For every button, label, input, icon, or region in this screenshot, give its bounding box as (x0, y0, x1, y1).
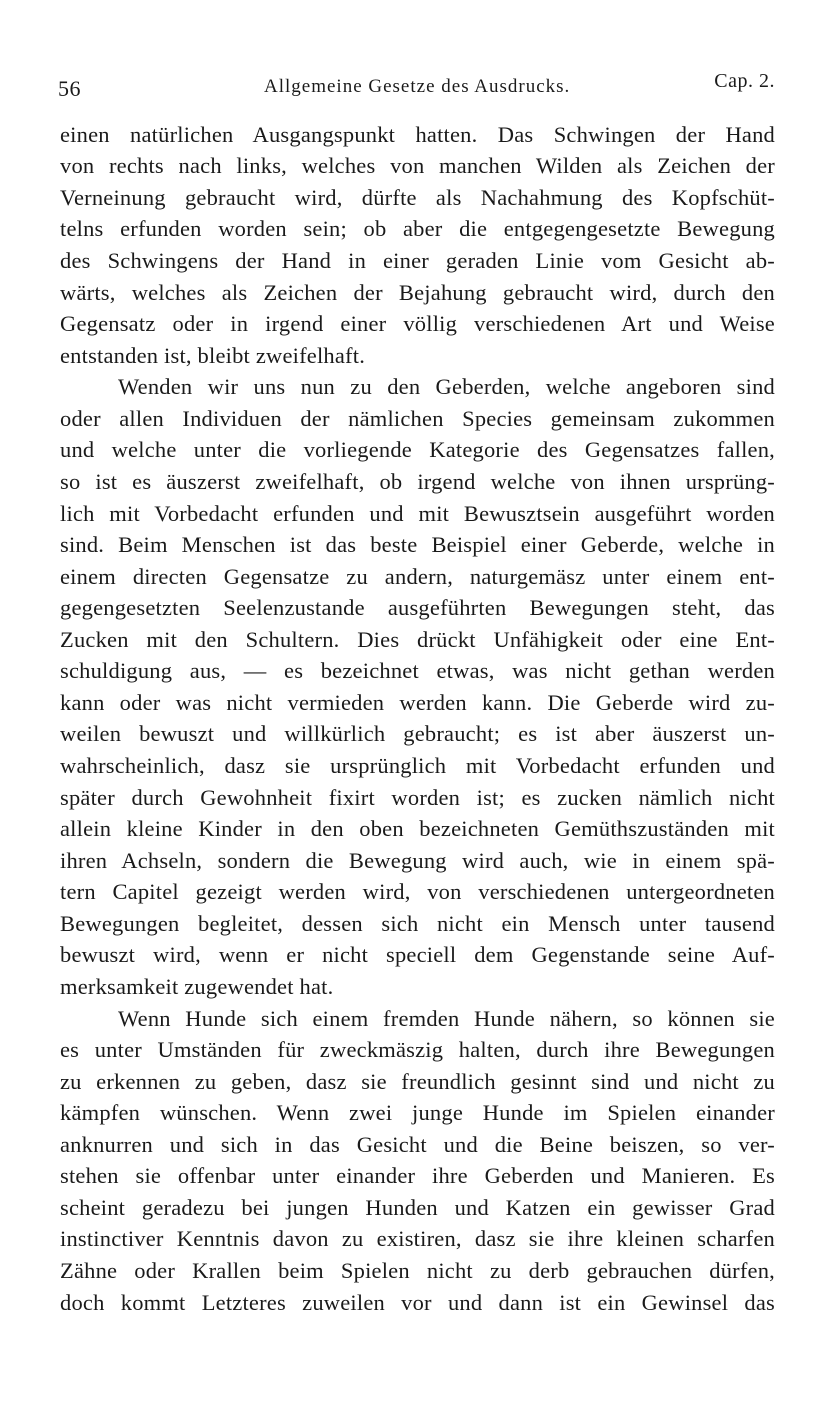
text-line: telns erfunden worden sein; ob aber die entgegengesetzte Bewegung (60, 216, 775, 241)
paragraph-first-line: Wenden wir uns nun zu den Geberden, welche angeboren sind (118, 374, 775, 399)
text-line: instinctiver Kenntnis davon zu existiren, dasz sie ihre kleinen scharfen (60, 1226, 775, 1251)
text-line: Verneinung gebraucht wird, dürfte als Nachahmung des Kopfschüt- (60, 185, 775, 210)
running-header (58, 66, 775, 101)
text-line: des Schwingens der Hand in einer geraden Linie vom Gesicht ab- (60, 248, 775, 273)
text-line: sind. Beim Menschen ist das beste Beispiel einer Geberde, welche in (60, 532, 775, 557)
text-line: ihren Achseln, sondern die Bewegung wird auch, wie in einem spä- (60, 848, 775, 873)
text-line: es unter Umständen für zweckmäszig halten, durch ihre Bewegungen (60, 1037, 775, 1062)
text-line: entstanden ist, bleibt zweifelhaft. (60, 343, 366, 368)
text-line: und welche unter die vorliegende Kategorie des Gegensatzes fallen, (60, 437, 775, 462)
text-line: wahrscheinlich, dasz sie ursprünglich mit Vorbedacht erfunden und (60, 753, 775, 778)
text-line: bewuszt wird, wenn er nicht speciell dem Gegenstande seine Auf- (60, 942, 775, 967)
text-line: lich mit Vorbedacht erfunden und mit Bewusztsein ausgeführt worden (60, 501, 775, 526)
text-line: Zucken mit den Schultern. Dies drückt Unfähigkeit oder eine Ent- (60, 627, 775, 652)
text-line: doch kommt Letzteres zuweilen vor und dann ist ein Gewinsel das (60, 1290, 775, 1315)
text-line: einem directen Gegensatze zu andern, naturgemäsz unter einem ent- (60, 564, 775, 589)
text-line: stehen sie offenbar unter einander ihre Geberden und Manieren. Es (60, 1163, 775, 1188)
chapter-label: Cap. 2. (714, 70, 775, 92)
text-line: kämpfen wünschen. Wenn zwei junge Hunde im Spielen einander (60, 1100, 775, 1125)
text-line: einen natürlichen Ausgangspunkt hatten. Das Schwingen der Hand (60, 122, 775, 147)
text-line: später durch Gewohnheit fixirt worden ist; es zucken nämlich nicht (60, 785, 775, 810)
text-line: weilen bewuszt und willkürlich gebraucht; es ist aber äuszerst un- (60, 721, 775, 746)
text-line: wärts, welches als Zeichen der Bejahung gebraucht wird, durch den (60, 280, 775, 305)
text-line: gegengesetzten Seelenzustande ausgeführten Bewegungen steht, das (60, 595, 775, 620)
text-line: Gegensatz oder in irgend einer völlig verschiedenen Art und Weise (60, 311, 775, 336)
text-line: so ist es äuszerst zweifelhaft, ob irgend welche von ihnen ursprüng- (60, 469, 775, 494)
text-line: kann oder was nicht vermieden werden kann. Die Geberde wird zu- (60, 690, 775, 715)
text-line: schuldigung aus, — es bezeichnet etwas, was nicht gethan werden (60, 658, 775, 683)
text-line: scheint geradezu bei jungen Hunden und Katzen ein gewisser Grad (60, 1195, 775, 1220)
running-title: Allgemeine Gesetze des Ausdrucks. (264, 76, 571, 97)
text-line: tern Capitel gezeigt werden wird, von verschiedenen untergeordneten (60, 879, 775, 904)
page-number: 56 (58, 76, 81, 101)
text-line: oder allen Individuen der nämlichen Species gemeinsam zukommen (60, 406, 775, 431)
text-line: zu erkennen zu geben, dasz sie freundlich gesinnt sind und nicht zu (60, 1069, 775, 1094)
paragraph-first-line: Wenn Hunde sich einem fremden Hunde nähern, so können sie (118, 1006, 775, 1031)
text-line: Zähne oder Krallen beim Spielen nicht zu derb gebrauchen dürfen, (60, 1258, 775, 1283)
text-line: merksamkeit zugewendet hat. (60, 974, 334, 999)
text-line: von rechts nach links, welches von manchen Wilden als Zeichen der (60, 153, 775, 178)
text-line: allein kleine Kinder in den oben bezeichneten Gemüthszuständen mit (60, 816, 775, 841)
text-line: anknurren und sich in das Gesicht und die Beine beiszen, so ver- (60, 1132, 775, 1157)
text-line: Bewegungen begleitet, dessen sich nicht ein Mensch unter tausend (60, 911, 775, 936)
